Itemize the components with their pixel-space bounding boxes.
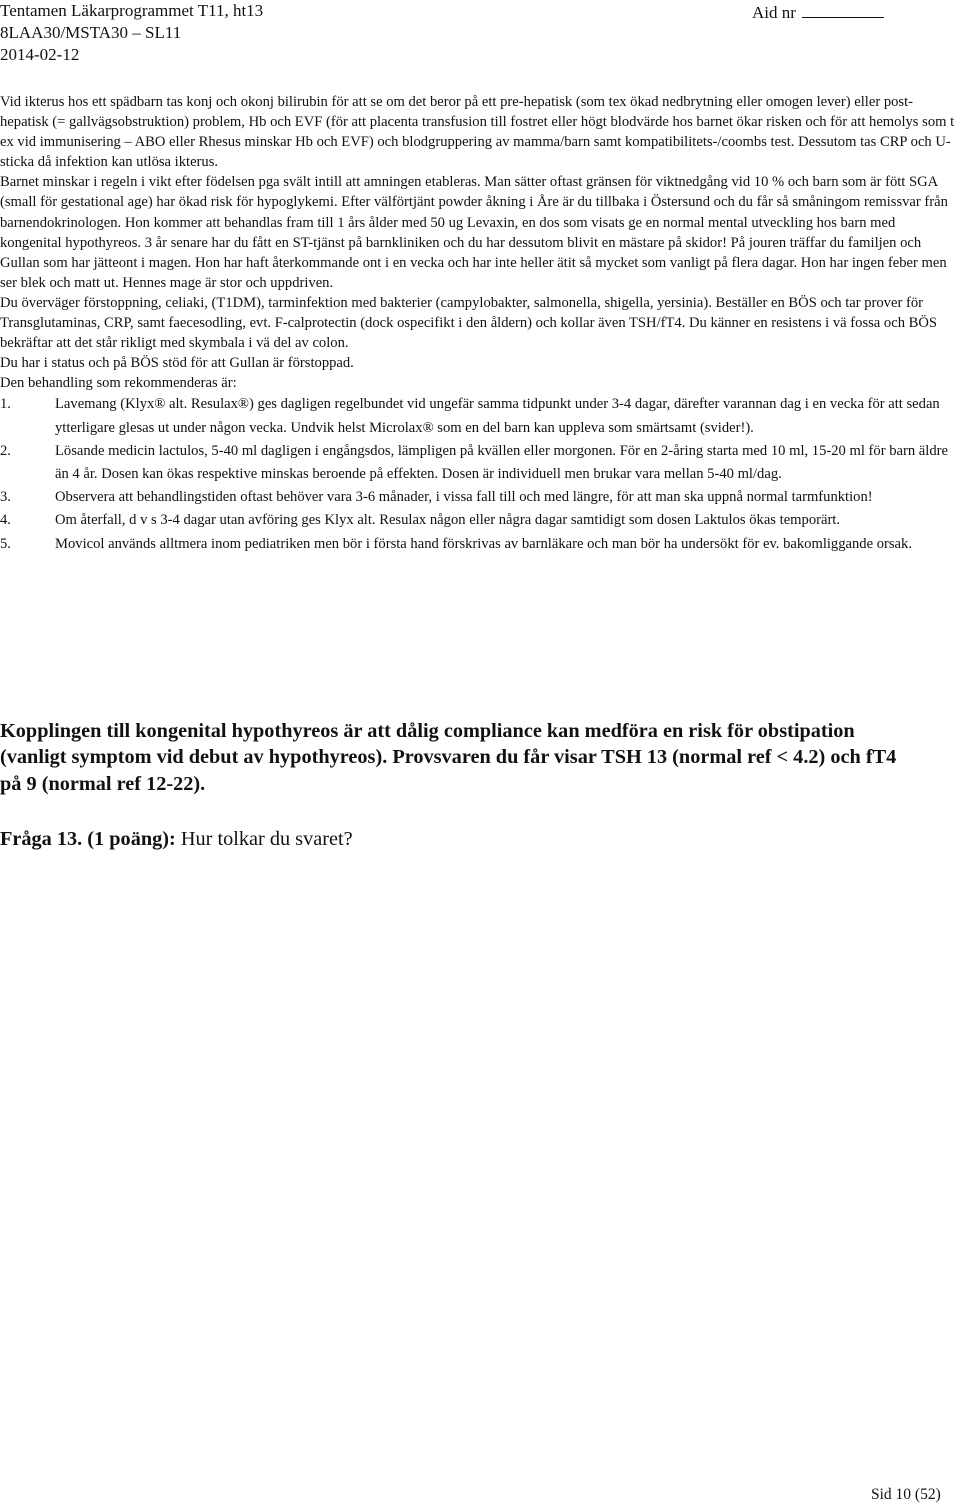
question-text: Hur tolkar du svaret?	[175, 828, 353, 850]
treatment-list	[0, 393, 958, 555]
paragraph-ikterus: Vid ikterus hos ett spädbarn tas konj och okonj bilirubin för att se om det beror på ett pre-hepatisk (som tex ökad nedbrytning eller omogen lever) eller post-hepatisk (= gallvägsobstruktion) problem, Hb och EVF (för att placenta transfusion till fostret eller högt blodvärde hos barnet ökar risken och för att hemolys som t ex vid immunisering – ABO eller Rhesus minskar Hb och EVF) och blodgruppering av mamma/barn samt kompatibilitets-/coombs test. Dessutom tas CRP och U-sticka då infektion kan utlösa ikterus.	[0, 94, 955, 171]
aid-blank-line	[802, 1, 884, 18]
exam-date: 2014-02-12	[0, 45, 80, 64]
paragraph-case-history: Barnet minskar i regeln i vikt efter födelsen pga svält intill att amningen etableras. Man sätter oftast gränsen för viktnedgång vid 10 % och barn som är fött SGA (small för gestational age) har ökad risk för hypoglykemi. Efter välförtjänt powder åkning i Åre är du tillbaka i Östersund och du får så småningom remissvar från barnendokrinologen. Hon kommer att behandlas fram till 1 års ålder med 50 ug Levaxin, en dos som visats ge en normal mental utveckling hos barn med kongenital hypothyreos. 3 år senare har du fått en ST-tjänst på barnkliniken och du har dessutom blivit en mästare på skidor! På jouren träffar du familjen och Gullan som har jätteont i magen. Hon har haft återkommande ont i en vecka och har inte heller ätit så mycket som vanligt på flera dagar. Hon har ingen feber men ser blek och matt ut. Hennes mage är stor och uppdriven.	[0, 174, 948, 291]
item-text: Observera att behandlingstiden oftast behöver vara 3-6 månader, i vissa fall till och med längre, för att man ska uppnå normal tarmfunktion!	[55, 489, 873, 506]
item-number: 3.	[0, 489, 11, 506]
aid-field	[752, 1, 884, 23]
question-label: Fråga 13. (1 poäng):	[0, 828, 176, 850]
item-text: Lösande medicin lactulos, 5-40 ml dagligen i engångsdos, lämpligen på kvällen eller morgonen. För en 2-åring starta med 10 ml, 15-20 ml för barn äldre än 4 år. Dosen kan ökas respektive minskas beroende på effekten. Dosen är individuell men brukar vara mellan 5-40 ml/dag.	[55, 442, 948, 483]
aid-label: Aid nr	[752, 3, 796, 22]
item-text: Om återfall, d v s 3-4 dagar utan avföring ges Klyx alt. Resulax någon eller några dagar samtidigt som dosen Laktulos ökas temporärt.	[55, 512, 841, 529]
treatment-item	[0, 440, 958, 486]
exam-title: Tentamen Läkarprogrammet T11, ht13	[0, 1, 264, 20]
case-text	[0, 92, 958, 556]
item-number: 2.	[0, 442, 11, 459]
item-text: Movicol används alltmera inom pediatriken men bör i första hand förskrivas av barnläkare och man bör ha undersökt för ev. bakomliggande orsak.	[55, 535, 912, 552]
course-code: 8LAA30/MSTA30 – SL11	[0, 23, 182, 42]
paragraph-treatment-intro: Den behandling som rekommenderas är:	[0, 375, 237, 392]
item-number: 4.	[0, 512, 11, 529]
treatment-item	[0, 486, 958, 509]
item-text: Lavemang (Klyx® alt. Resulax®) ges dagligen regelbundet vid ungefär samma tidpunkt under 3-4 dagar, därefter varannan dag i en vecka för att sedan ytterligare glesas ut under någon vecka. Undvik helst Microlax® som en del barn kan uppleva som smärtsamt (svider!).	[55, 396, 940, 436]
treatment-item	[0, 533, 958, 556]
treatment-item	[0, 393, 958, 439]
item-number: 1.	[0, 396, 11, 413]
treatment-item	[0, 509, 958, 532]
conclusion-paragraph: Kopplingen till kongenital hypothyreos är att dålig compliance kan medföra en risk för obstipation (vanligt symptom vid debut av hypothyreos). Provsvaren du får visar TSH 13 (normal ref < 4.2) och fT4 på 9 (normal ref 12-22).	[0, 720, 897, 795]
paragraph-status: Du har i status och på BÖS stöd för att Gullan är förstoppad.	[0, 355, 354, 372]
question-13	[0, 826, 353, 852]
item-number: 5.	[0, 535, 11, 552]
paragraph-differential: Du överväger förstoppning, celiaki, (T1DM), tarminfektion med bakterier (campylobakter, salmonella, shigella, yersinia). Beställer en BÖS och tar prover för Transglutaminas, CRP, samt faecesodling, evt. F-calprotectin (dock ospecifikt i den åldern) och kollar även TSH/fT4. Du känner en resistens i vä fossa och BÖS bekräftar att det står rikligt med skymbala i vä del av colon.	[0, 294, 938, 352]
page-number: Sid 10 (52)	[871, 1486, 941, 1503]
